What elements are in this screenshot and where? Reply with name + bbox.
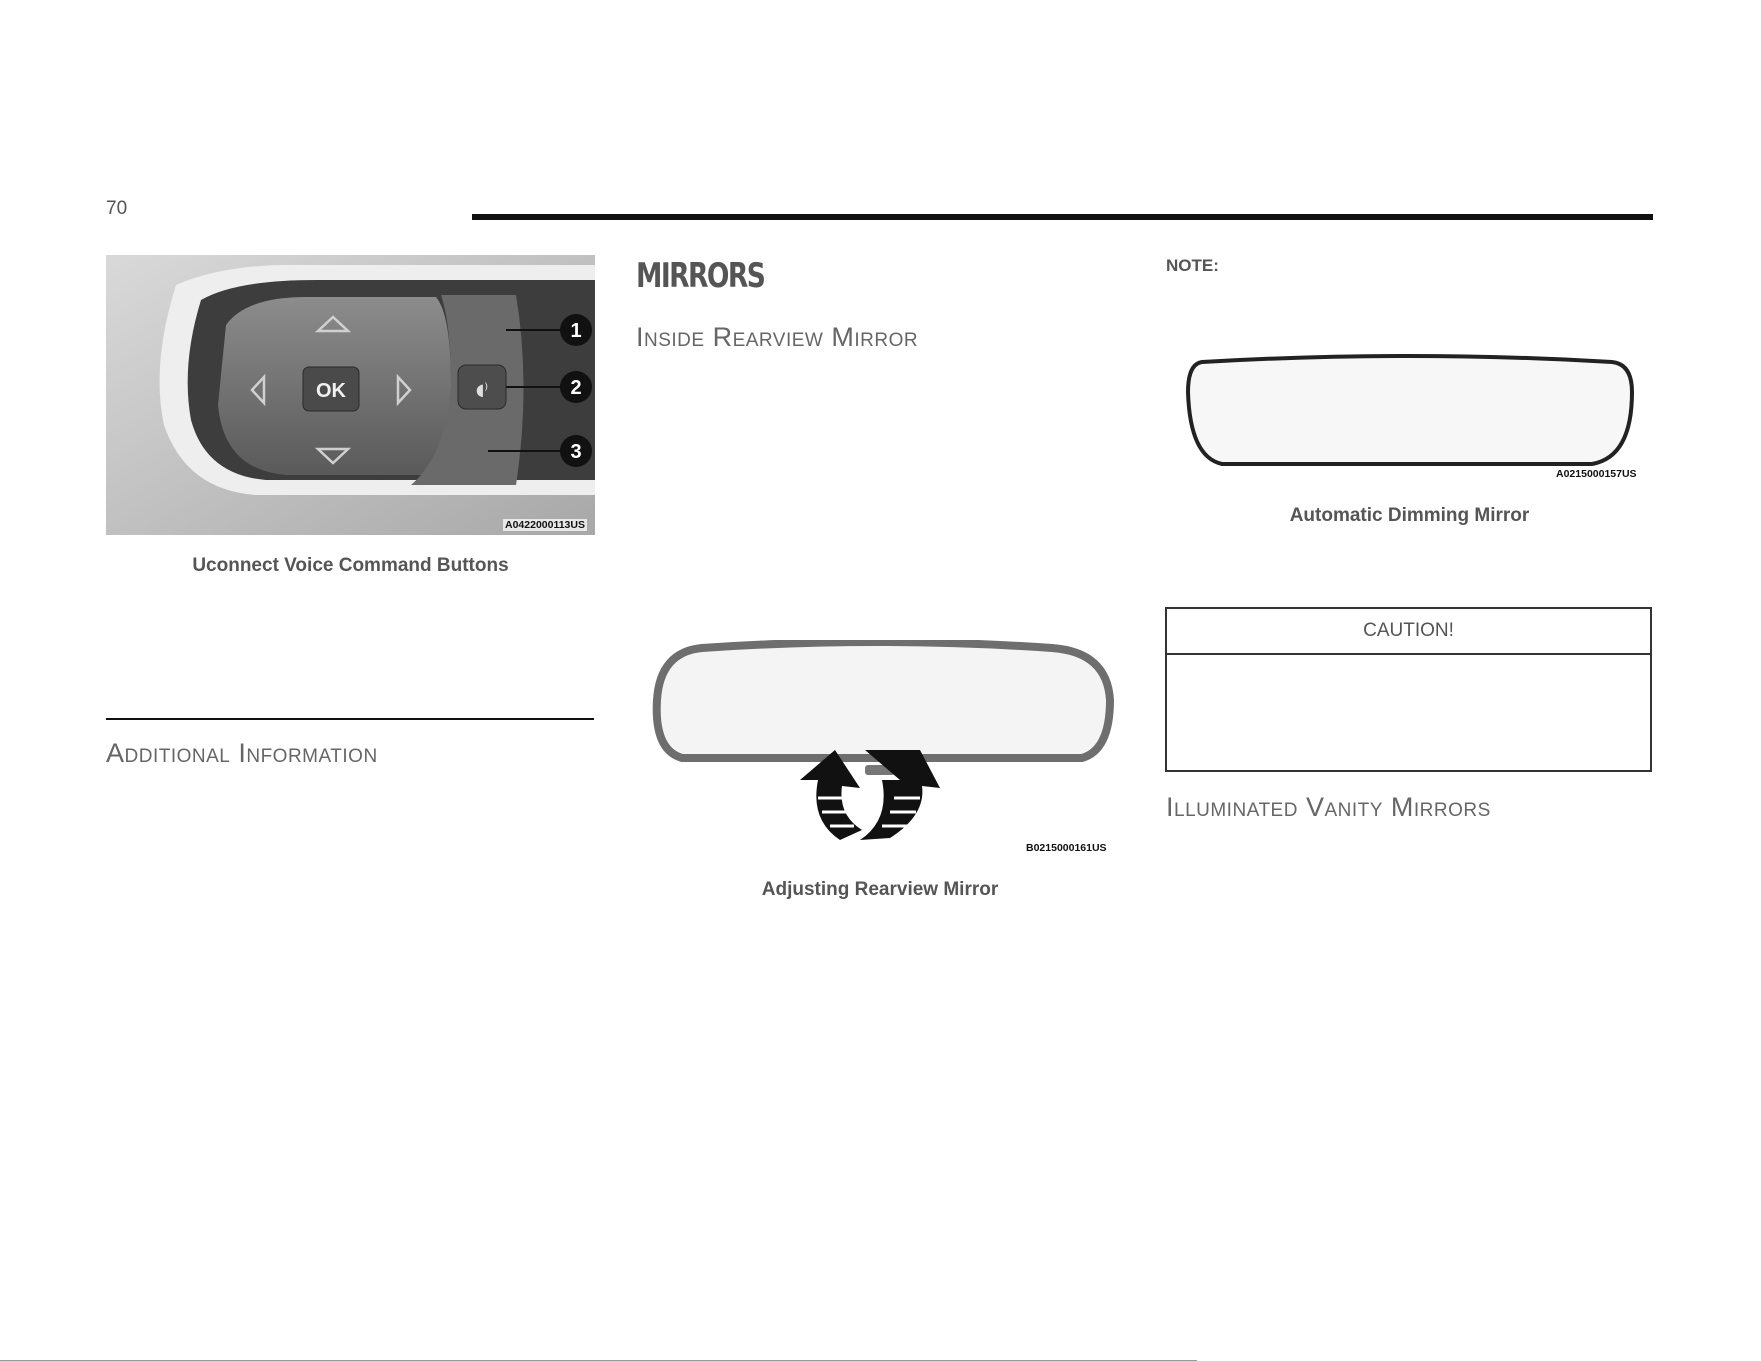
inside-rearview-mirror-heading: Inside Rearview Mirror (636, 322, 919, 352)
steering-wheel-buttons-illustration (106, 255, 595, 535)
dimming-mirror-illustration (1182, 352, 1636, 476)
figure-code: A0422000113US (505, 519, 585, 531)
figure-code: B0215000161US (1026, 842, 1107, 854)
svg-text:3: 3 (570, 441, 582, 463)
caution-title: CAUTION! (1167, 609, 1650, 655)
caution-box (1165, 607, 1652, 772)
svg-text:2: 2 (570, 377, 582, 399)
callout-2 (560, 371, 592, 403)
section-divider (106, 718, 594, 720)
figure-caption: Automatic Dimming Mirror (1289, 505, 1530, 526)
svg-text:1: 1 (570, 320, 582, 342)
header-rule (472, 214, 1653, 220)
page-number: 70 (106, 198, 128, 219)
adjust-arrows-icon (800, 750, 940, 840)
additional-information-heading: Additional Information (106, 738, 378, 768)
figure-caption: Uconnect Voice Command Buttons (192, 555, 509, 576)
illuminated-vanity-mirrors-heading: Illuminated Vanity Mirrors (1166, 792, 1491, 822)
rearview-mirror-illustration (650, 640, 1120, 860)
note-label: NOTE: (1166, 256, 1219, 275)
figure-code: A0215000157US (1556, 468, 1637, 480)
callout-3 (560, 435, 592, 467)
ok-button-label: OK (316, 380, 346, 402)
figure-caption: Adjusting Rearview Mirror (761, 879, 999, 900)
voice-icon: ◖⁾ (475, 380, 489, 399)
chapter-title: MIRRORS (636, 256, 765, 296)
automatic-dimming-mirror-figure (1182, 352, 1636, 476)
callout-1 (560, 314, 592, 346)
voice-command-buttons-figure (106, 255, 595, 535)
adjusting-mirror-figure (650, 640, 1120, 860)
